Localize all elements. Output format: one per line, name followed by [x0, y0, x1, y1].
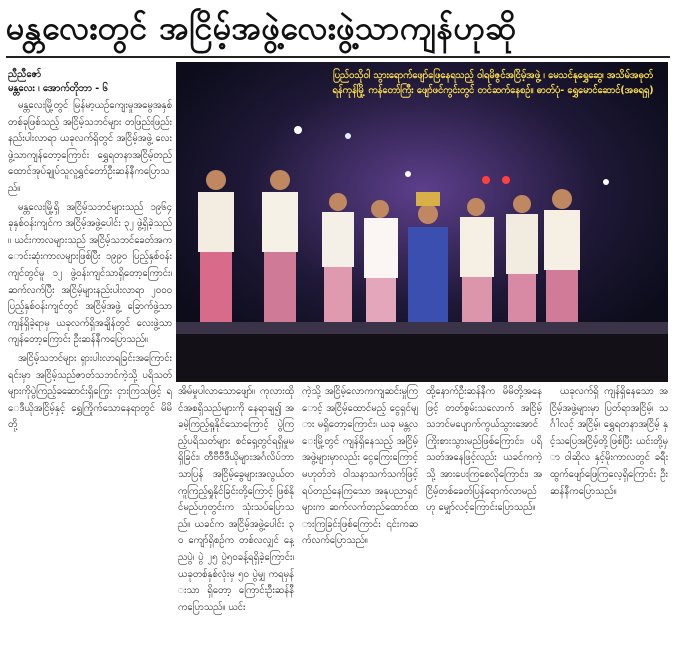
article-column-bottom-3 — [426, 384, 542, 646]
paragraph: မန္တလေးမြို့တွင် မြန်မာ့ယဉ်ကျေးမှုအမွေအနှစ်တစ်ခုဖြစ်သည့် အငြိမ့်သဘင်များ တဖြည်းဖြည်းနည်းပါးလာရာ ယခုလက်ရှိတွင် အငြိမ့်အဖွဲ့ လေးဖွဲ့သာကျန်တော့ကြောင်း ရွှေရတနာအငြိမ့်တည်ထောင်အုပ်ချုပ်သူလူရွှင်တော်ဦးဆန်နီကပြောသည်။ — [8, 100, 172, 194]
photo-caption: ပြည်ဝသိုဝါ သွားရောက်ဖျော်ဖြေနေရသည့် ဝါရမိဇွင်အငြိမ့်အဖွဲ့ ၊ မေသင်နုရွှေဆွေ၊ အသိမ်အဓုတ် ရန်ကုန်မြို့ ကန်တော်ကြီး ဖျော်ဖင်ကွင်းတွင် တင်ဆက်နေစဉ်။ ဓာတ်ပုံ- ရွှေမောင်ဆောင်(အဓရရှ) — [332, 70, 654, 96]
byline-location: မန္တလေး ၊ အောက်တိုဘာ - ၆ — [8, 83, 108, 94]
byline — [8, 68, 173, 96]
headline: မန္တလေးတွင် အငြိမ့်အဖွဲ့လေးဖွဲ့သာကျန်ဟုဆို — [6, 9, 517, 47]
paragraph: အငြိမ့်သဘင်များ ရှားပါးလာရခြင်းအကြောင်းရင်းမှာ အငြိမ့်သည်ဇာတ်သဘင်ကဲ့သို့ ပရိသတ်များကိုပွဲကြည့်ခဆောင်းရှိကြွေး ငှားကြသဖြင့် ရေဒီယိုအငြိမ့်နှင့် ရွှေကြိုက်သောနေရာတွင် မိမိတို့ — [8, 352, 172, 431]
paragraph: အိမ်မှုပါလာသောဖျော်။ ကုလားထိုင်အစရှိသည်များကို နေရာချ၍ အခမဲ့ကြည့်ရှုနိုင်သောကြောင့် ပွဲကြည့်ပရိသတ်များ စင်ရှေ့တွင်ရရှိမှုမရှိခြင်း၊ တီဗီဗီဒီယိုများအင်္ဂလိပ်ဘာသာပြန် အငြိမ့်ခွေများအလွယ်တကူကြည့်ရှုနိုင်ခြင်းတို့ကြောင့် ဖြစ်နိုင်မည်ဟုတွင်းက သုံးသပ်ပြောသည်။ ယခင်က အငြိမ့်အဖွဲ့ပေါင်း ၃၀ ကျော်ရှိစဉ်က တစ်လလျှင် နေ့ညပွဲ၊ ပွဲ ၂၅ ပွဲ၅၀ခန့်ရရှိခဲ့ကြောင်း၊ ယခုတစ်နှစ်လုံးမှ ၅၀ ပွဲမျှ ကရမှန်းသာ ရှိတော့ ကြောင်းဦးဆန်နီကပြောသည်။ ယင်း — [178, 386, 294, 613]
stage-photo — [176, 62, 668, 382]
byline-reporter: ညီညီဇော် — [8, 69, 42, 80]
paragraph: ထို့နောက်ဦးဆန်နီက မိမိတို့အနေဖြင့် တတ်စွမ်းသလောက် အငြိမ့်သဘင်မပျောက်ကွယ်သွားအောင် ကြိုးစားသွားမည်ဖြစ်ကြောင်း၊ ပရိသတ်အနေဖြင့်လည်း ယခင်ကကဲ့သို့ အားပေးကြစေလိုကြောင်း၊ အငြိမ့်တစ်ခေတ်ပြန်ရောက်လာမည်ဟု မျှော်လင့်ကြောင်းပြောသည်။ — [426, 386, 542, 514]
article-column-bottom-1 — [178, 384, 294, 646]
stage-illustration — [176, 62, 668, 382]
article-column-bottom-4 — [550, 384, 668, 646]
paragraph: ကဲ့သို့ အငြိမ့်လောကကျဆင်းမှုကြောင့် အငြိမ့်ထောင်မည့် ငွေရှင်များ မရှိတော့ကြောင်း၊ ယခု မန္တလေးမြို့တွင် ကျန်ရှိနေသည့် အငြိမ့်အဖွဲ့များမှာလည်း ငွေကြေးကြောင့်မဟုတ်ဘဲ ဝါသနာသက်သက်ဖြင့် ရပ်တည်နေကြသော အနုပညာရှင်များက ဆက်လက်တည်ထောင်ထားကြခြင်းဖြစ်ကြောင်း ၎င်းကဆက်လက်ပြောသည်။ — [302, 386, 418, 547]
article-column-bottom-2 — [302, 384, 418, 646]
article-column-left — [8, 98, 172, 648]
headline-rule — [6, 56, 670, 58]
paragraph: ယခုလက်ရှိ ကျန်ရှိနေသော အငြိမ့်အဖွဲ့များမှာ ပြတ်ရာအငြိမ့်၊ သင်္ဂါလင့် အငြိမ့်၊ ရွှေရတနာအငြိမ့် နှင့်သပြေအငြိမ့်တို့ဖြစ်ပြီး ယင်းတို့မှာ ဝါဆိုလ နှင့်မိုးကာလတွင် ခရီးထွက်ဖျော်ဖြေကြလေ့ရှိကြောင်း ဦးဆန်နီကပြောသည်။ — [550, 386, 668, 497]
paragraph: မန္တလေးမြို့ရှိ အငြိမ့်သဘင်များသည် ၁၉၆၄ ခုနှစ်ဝန်းကျင်က အငြိမ့်အဖွဲ့ပေါင်း ၃၂ ဖွဲ့ရှိခဲ့သည်။ ယင်းကာလများသည် အငြိမ့်သဘင်ခေတ်အကောင်းဆုံးကာလများဖြစ်ပြီး ၁၉၉၀ ပြည့်နှစ်ဝန်းကျင်တွင်မူ ၁၂ ဖွဲ့ဝန်းကျင်သာရှိတော့ကြောင်း၊ ဆက်လက်ပြီး အငြိမ့်များနည်းပါးလာရာ ၂၀၀၀ ပြည့်နှစ်ဝန်းကျင်တွင် အငြိမ့်အဖွဲ့ ခြောက်ဖွဲ့သာ ကျန်ရှိခဲ့ရာမှ ယခုလက်ရှိအချိန်တွင် လေးဖွဲ့သာကျန်တော့ကြောင်း ဦးဆန်နီကပြောသည်။ — [8, 201, 172, 346]
